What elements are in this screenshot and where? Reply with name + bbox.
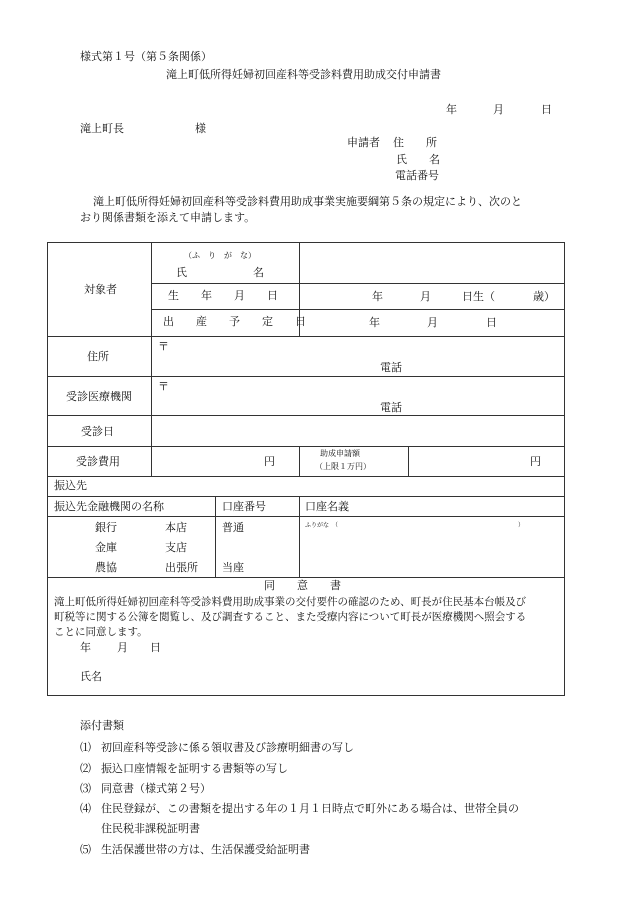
attachment-4-continued: 住民税非課税証明書 <box>101 822 200 835</box>
attachment-5-text: 生活保護世帯の方は、生活保護受給証明書 <box>101 843 310 856</box>
addressee: 滝上町長 <box>80 122 124 135</box>
account-furigana-close: ） <box>518 522 525 529</box>
clinic-phone-label: 電話 <box>380 401 402 414</box>
account-type-current: 当座 <box>222 561 244 574</box>
consent-date-day: 日 <box>150 641 161 654</box>
fee-unit: 円 <box>264 455 275 468</box>
visit-date-label: 受診日 <box>81 425 114 438</box>
subject-name-label: 氏 名 <box>176 266 264 279</box>
consent-line-1: 滝上町低所得妊婦初回産科等受診料費用助成事業の交付要件の確認のため、町長が住民基本台帳及び <box>54 596 527 608</box>
branch-type-office: 出張所 <box>165 561 198 574</box>
consent-name-label: 氏名 <box>80 670 102 683</box>
attachment-2-num: ⑵ <box>80 762 91 775</box>
account-number-header: 口座番号 <box>222 500 266 513</box>
fee-field[interactable] <box>153 448 261 474</box>
due-date-label: 出 産 予 定 日 <box>163 315 306 328</box>
bank-type-shinkin: 金庫 <box>95 541 117 554</box>
birth-date-label: 生 年 月 日 <box>168 289 278 302</box>
visit-date-field[interactable] <box>153 417 563 445</box>
attachment-5-num: ⑸ <box>80 843 91 856</box>
attachment-3-num: ⑶ <box>80 782 91 795</box>
bank-name-header: 振込先金融機関の名称 <box>54 500 164 513</box>
attachment-1-num: ⑴ <box>80 741 91 754</box>
consent-date-month: 月 <box>117 641 128 654</box>
subject-label: 対象者 <box>84 283 117 296</box>
transfer-label: 振込先 <box>54 479 87 492</box>
intro-line-1: 滝上町低所得妊婦初回産科等受診料費用助成事業実施要綱第５条の規定により、次のと <box>93 195 522 208</box>
birth-month-label: 月 <box>420 290 431 303</box>
birth-year-label: 年 <box>372 290 383 303</box>
attachment-1-text: 初回産科等受診に係る領収書及び診療明細書の写し <box>101 741 354 754</box>
bank-type-nokyo: 農協 <box>95 561 117 574</box>
account-type-ordinary: 普通 <box>222 521 244 534</box>
clinic-field[interactable] <box>170 378 560 414</box>
attachment-3-text: 同意書（様式第２号） <box>101 782 211 795</box>
due-month-label: 月 <box>427 316 438 329</box>
consent-line-2: 町税等に関する公簿を閲覧し、及び調査すること、また受療内容について町長が医療機関へ照会する <box>54 611 527 623</box>
applicant-label: 申請者 <box>347 136 380 149</box>
form-number: 様式第１号（第５条関係） <box>80 50 212 63</box>
branch-type-main: 本店 <box>165 521 187 534</box>
honorific: 様 <box>195 122 206 135</box>
account-furigana-label: ふりがな （ <box>305 522 339 529</box>
grant-field[interactable] <box>410 448 526 474</box>
date-day-label: 日 <box>541 103 552 116</box>
attachment-4-num: ⑷ <box>80 802 91 815</box>
form-title: 滝上町低所得妊婦初回産科等受診料費用助成交付申請書 <box>166 68 441 81</box>
due-year-label: 年 <box>369 316 380 329</box>
account-name-header: 口座名義 <box>305 500 349 513</box>
clinic-label: 受診医療機関 <box>66 390 132 403</box>
consent-line-3: ことに同意します。 <box>54 626 148 638</box>
consent-name-field[interactable] <box>110 664 410 688</box>
grant-label: 助成申請額 <box>320 449 360 458</box>
furigana-label: （ふ り が な） <box>184 251 256 260</box>
address-phone-label: 電話 <box>380 361 402 374</box>
address-postal-mark: 〒 <box>158 340 169 353</box>
bank-type-bank: 銀行 <box>95 521 117 534</box>
grant-unit: 円 <box>530 455 541 468</box>
consent-date-year: 年 <box>80 641 91 654</box>
birth-day-age-label: 日生（ <box>462 290 495 303</box>
intro-line-2: おり関係書類を添えて申請します。 <box>80 211 256 224</box>
birth-age-close: 歳） <box>533 290 555 303</box>
attachment-2-text: 振込口座情報を証明する書類等の写し <box>101 762 288 775</box>
grant-limit: （上限１万円） <box>315 462 371 471</box>
applicant-address-label: 住 所 <box>393 136 437 149</box>
attachment-4-text: 住民登録が、この書類を提出する年の１月１日時点で町外にある場合は、世帯全員の <box>101 802 519 815</box>
fee-label: 受診費用 <box>76 455 120 468</box>
attachments-title: 添付書類 <box>80 719 124 732</box>
date-year-label: 年 <box>446 103 457 116</box>
clinic-postal-mark: 〒 <box>158 380 169 393</box>
applicant-phone-label: 電話番号 <box>395 169 439 182</box>
branch-type-branch: 支店 <box>165 541 187 554</box>
applicant-name-label: 氏 名 <box>396 153 440 166</box>
account-name-field[interactable] <box>301 532 563 575</box>
consent-title: 同 意 書 <box>264 579 341 592</box>
subject-name-field[interactable] <box>300 243 564 282</box>
due-day-label: 日 <box>486 316 497 329</box>
date-month-label: 月 <box>493 103 504 116</box>
address-field[interactable] <box>170 338 560 374</box>
address-label: 住所 <box>87 350 109 363</box>
